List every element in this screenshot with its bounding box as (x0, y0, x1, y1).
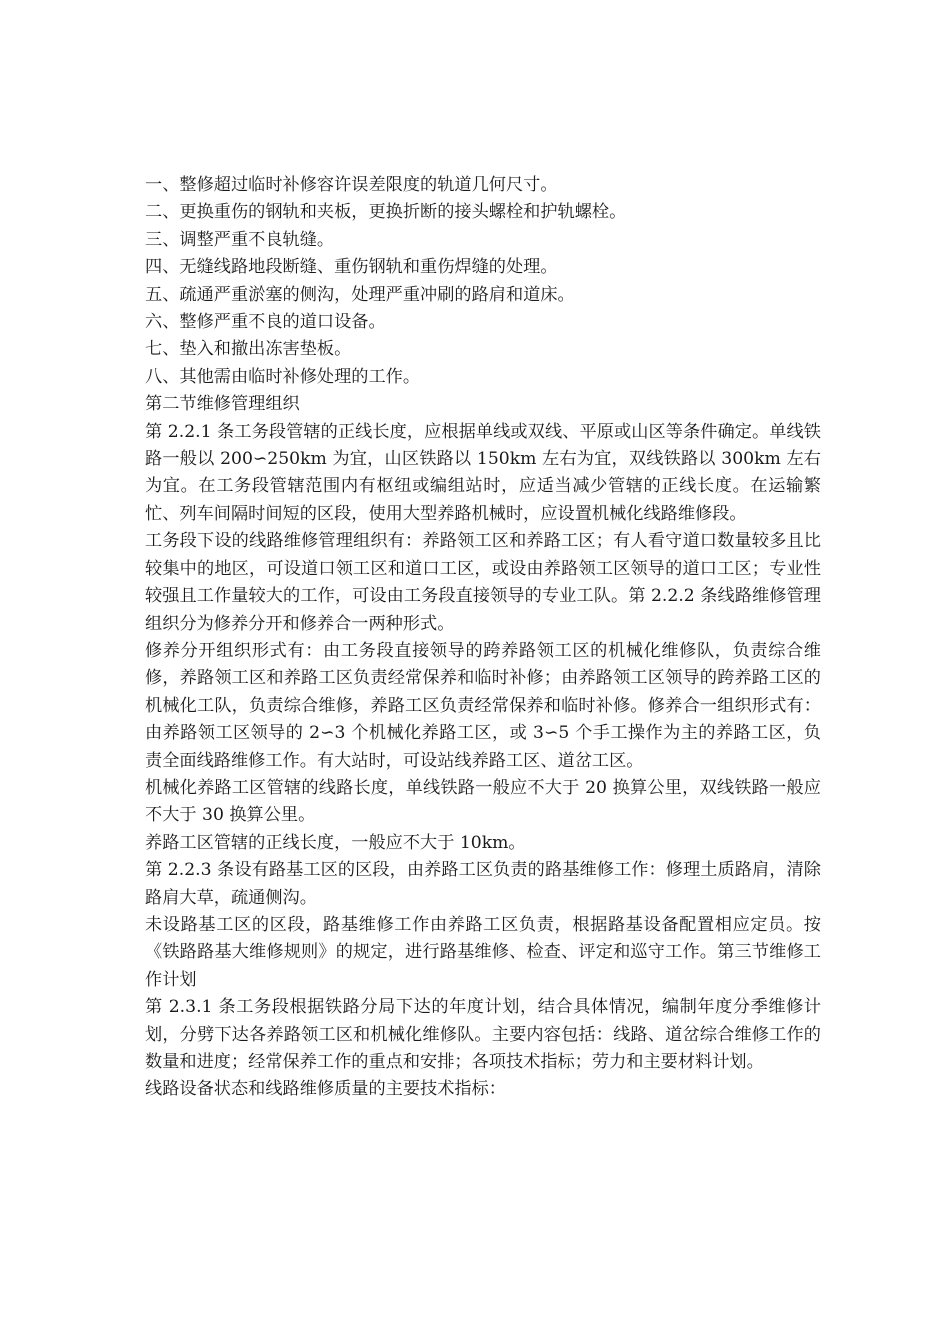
paragraph: 修养分开组织形式有：由工务段直接领导的跨养路领工区的机械化维修队，负责综合维修，养路领工区和养路工区负责经常保养和临时补修；由养路领工区领导的跨养路工区的机械化工队，负责综合维修，养路工区负责经常保养和临时补修。修养合一组织形式有：由养路领工区领导的 2∽3 个机械化养路工区，或 3∽5 个手工操作为主的养路工区，负责全面线路维修工作。有大站时，可设站线养路工区、道岔工区。 (145, 640, 821, 771)
section-heading: 第二节维修管理组织 (145, 394, 300, 415)
list-item: 一、整修超过临时补修容许误差限度的轨道几何尺寸。 (145, 175, 558, 195)
list-item: 二、更换重伤的钢轨和夹板，更换折断的接头螺栓和护轨螺栓。 (145, 202, 627, 223)
paragraph: 未设路基工区的区段，路基维修工作由养路工区负责，根据路基设备配置相应定员。按《铁路路基大维修规则》的规定，进行路基维修、检查、评定和巡守工作。第三节维修工作计划 (145, 914, 821, 990)
list-item: 七、垫入和撤出冻害垫板。 (145, 339, 352, 360)
list-item: 三、调整严重不良轨缝。 (145, 229, 335, 250)
paragraph: 第 2.2.1 条工务段管辖的正线长度，应根据单线或双线、平原或山区等条件确定。单线铁路一般以 200∽250km 为宜，山区铁路以 150km 左右为宜，双线铁路以 300km 左右为宜。在工务段管辖范围内有枢纽或编组站时，应适当减少管辖的正线长度。在运输繁忙、列车间隔时间短的区段，使用大型养路机械时，应设置机械化线路维修段。 (145, 421, 821, 524)
paragraph: 第 2.2.3 条设有路基工区的区段，由养路工区负责的路基维修工作：修理土质路肩，清除路肩大草，疏通侧沟。 (145, 860, 821, 908)
paragraph: 工务段下设的线路维修管理组织有：养路领工区和养路工区；有人看守道口数量较多且比较集中的地区，可设道口领工区和道口工区，或设由养路领工区领导的道口工区；专业性较强且工作量较大的工作，可设由工务段直接领导的专业工队。第 2.2.2 条线路维修管理组织分为修养分开和修养合一两种形式。 (145, 531, 821, 634)
paragraph: 机械化养路工区管辖的线路长度，单线铁路一般应不大于 20 换算公里，双线铁路一般应不大于 30 换算公里。 (145, 777, 821, 826)
paragraph: 第 2.3.1 条工务段根据铁路分局下达的年度计划，结合具体情况，编制年度分季维修计划，分劈下达各养路领工区和机械化维修队。主要内容包括：线路、道岔综合维修工作的数量和进度；经常保养工作的重点和安排；各项技术指标；劳力和主要材料计划。 (145, 997, 821, 1072)
paragraph: 养路工区管辖的正线长度，一般应不大于 10km。 (145, 832, 526, 853)
paragraph: 线路设备状态和线路维修质量的主要技术指标： (145, 1079, 506, 1100)
list-item: 五、疏通严重淤塞的侧沟，处理严重冲刷的路肩和道床。 (145, 284, 575, 305)
list-item: 四、无缝线路地段断缝、重伤钢轨和重伤焊缝的处理。 (145, 257, 558, 278)
list-item: 八、其他需由临时补修处理的工作。 (145, 366, 421, 387)
list-item: 六、整修严重不良的道口设备。 (145, 312, 386, 333)
document-body (145, 172, 821, 1104)
